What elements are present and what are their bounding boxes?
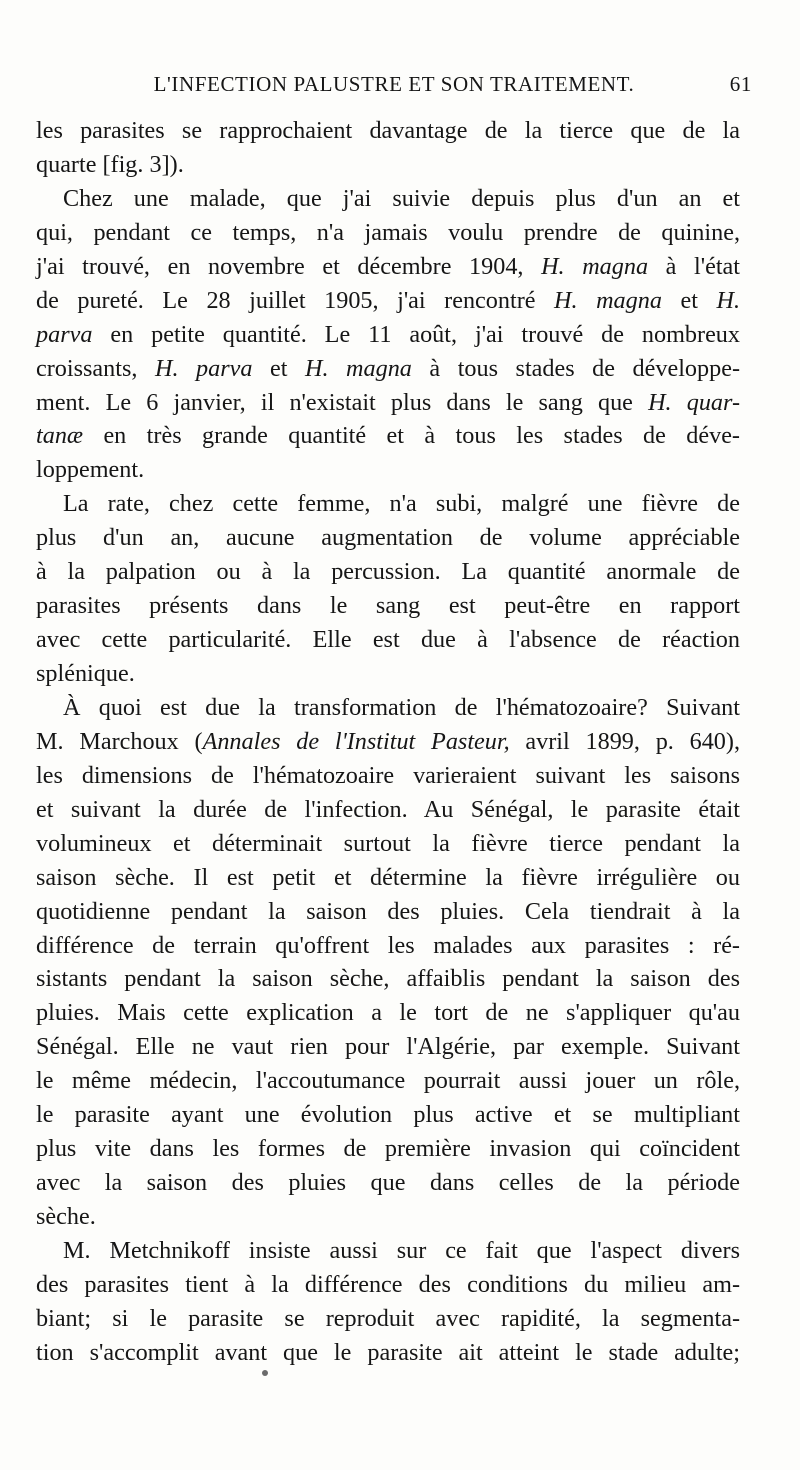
text-run: parasites présents dans le sang est peut-être en rapport	[36, 592, 740, 620]
text-run: j'ai trouvé, en novembre et décembre 1904,	[36, 252, 542, 280]
ink-speck	[262, 1370, 268, 1376]
text-run: plus d'un an, aucune augmentation de volume appréciable	[36, 524, 740, 552]
text-line	[36, 861, 740, 895]
text-line	[36, 1234, 740, 1268]
text-line	[36, 352, 740, 386]
italic-run: H. magna	[554, 286, 662, 314]
text-line	[36, 487, 740, 521]
text-run: M. Marchoux (	[36, 727, 203, 755]
text-line	[36, 793, 740, 827]
text-line	[36, 318, 740, 352]
text-run: quarte [fig. 3]).	[36, 150, 184, 178]
text-line	[36, 589, 740, 623]
text-run: Sénégal. Elle ne vaut rien pour l'Algérie, par exemple. Suivant	[36, 1033, 740, 1061]
text-line	[36, 148, 740, 182]
text-line	[36, 386, 740, 420]
text-line	[36, 1268, 740, 1302]
text-line	[36, 1166, 740, 1200]
text-run: à tous stades de développe-	[411, 354, 740, 382]
text-line	[36, 419, 740, 453]
text-run: avec cette particularité. Elle est due à l'absence de réaction	[36, 626, 740, 654]
text-line	[36, 250, 740, 284]
text-line	[36, 962, 740, 996]
running-head	[36, 72, 752, 108]
text-run: M. Metchnikoff insiste aussi sur ce fait que l'aspect divers	[63, 1236, 740, 1264]
text-line	[36, 216, 740, 250]
text-line	[36, 1302, 740, 1336]
text-run: Chez une malade, que j'ai suivie depuis plus d'un an et	[63, 184, 740, 212]
text-run: tion s'accomplit avant que le parasite ait atteint le stade adulte;	[36, 1338, 740, 1366]
text-line	[36, 114, 740, 148]
text-run: La rate, chez cette femme, n'a subi, malgré une fièvre de	[63, 490, 740, 518]
text-run: sèche.	[36, 1203, 96, 1230]
text-run: loppement.	[36, 456, 145, 484]
text-line	[36, 284, 740, 318]
italic-run: parva	[36, 320, 93, 348]
text-run: quotidienne pendant la saison des pluies. Cela tiendrait à la	[36, 897, 740, 925]
body-text	[36, 114, 740, 1370]
italic-run: H. quar-	[648, 388, 740, 416]
text-run: plus vite dans les formes de première invasion qui coïncident	[36, 1135, 740, 1163]
text-line	[36, 555, 740, 589]
text-run: volumineux et déterminait surtout la fièvre tierce pendant la	[36, 829, 740, 857]
text-run: et suivant la durée de l'infection. Au Sénégal, le parasite était	[36, 795, 740, 823]
text-run: pluies. Mais cette explication a le tort de ne s'appliquer qu'au	[36, 999, 740, 1027]
text-run: les parasites se rapprochaient davantage de la tierce que de la	[36, 117, 740, 144]
text-run: qui, pendant ce temps, n'a jamais voulu prendre de quinine,	[36, 218, 740, 246]
text-run: à la palpation ou à la percussion. La quantité anormale de	[36, 558, 740, 586]
italic-run: H. magna	[305, 354, 412, 382]
text-line	[36, 929, 740, 963]
page-number: 61	[729, 72, 752, 96]
text-run: des parasites tient à la différence des conditions du milieu am-	[36, 1270, 740, 1298]
text-line	[36, 657, 740, 691]
text-run: et	[661, 286, 717, 314]
text-run: À quoi est due la transformation de l'hématozoaire? Suivant	[63, 693, 740, 721]
text-line	[36, 895, 740, 929]
text-line	[36, 827, 740, 861]
text-run: le même médecin, l'accoutumance pourrait aussi jouer un rôle,	[36, 1067, 740, 1095]
text-run: ment. Le 6 janvier, il n'existait plus dans le sang que	[36, 388, 649, 416]
text-line	[36, 1098, 740, 1132]
text-run: le parasite ayant une évolution plus active et se multipliant	[36, 1101, 740, 1129]
text-run: sistants pendant la saison sèche, affaiblis pendant la saison des	[36, 965, 740, 993]
text-run: et	[252, 354, 305, 382]
text-run: splénique.	[36, 660, 135, 687]
text-line	[36, 1030, 740, 1064]
text-run: en petite quantité. Le 11 août, j'ai trouvé de nombreux	[92, 320, 740, 348]
text-run: à l'état	[648, 252, 740, 280]
text-run: avec la saison des pluies que dans celles de la période	[36, 1169, 740, 1197]
text-line	[36, 1132, 740, 1166]
text-line	[36, 1200, 740, 1234]
italic-run: H. parva	[154, 354, 253, 382]
italic-run: H. magna	[541, 252, 649, 280]
running-title: L'INFECTION PALUSTRE ET SON TRAITEMENT.	[153, 72, 635, 96]
italic-run: tanæ	[36, 422, 84, 450]
text-line	[36, 521, 740, 555]
text-run: saison sèche. Il est petit et détermine la fièvre irrégulière ou	[36, 863, 740, 891]
text-line	[36, 623, 740, 657]
text-line	[36, 453, 740, 487]
text-line	[36, 1336, 740, 1370]
text-line	[36, 182, 740, 216]
text-run: de pureté. Le 28 juillet 1905, j'ai rencontré	[36, 286, 555, 314]
text-run: en très grande quantité et à tous les stades de déve-	[83, 422, 740, 450]
text-line	[36, 725, 740, 759]
text-line	[36, 759, 740, 793]
text-line	[36, 1064, 740, 1098]
text-run: différence de terrain qu'offrent les malades aux parasites : ré-	[36, 931, 740, 959]
text-run: avril 1899, p. 640),	[509, 727, 740, 755]
text-line	[36, 691, 740, 725]
italic-run: H.	[716, 286, 740, 314]
text-run: biant; si le parasite se reproduit avec rapidité, la segmenta-	[36, 1304, 740, 1332]
text-run: croissants,	[36, 354, 155, 382]
italic-run: Annales de l'Institut Pasteur,	[202, 727, 510, 755]
text-run: les dimensions de l'hématozoaire varieraient suivant les saisons	[36, 761, 740, 789]
text-line	[36, 996, 740, 1030]
